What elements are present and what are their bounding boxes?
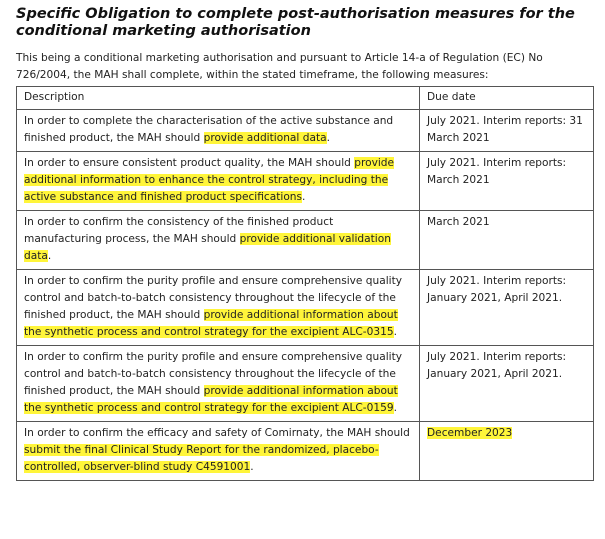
due-date-text: July 2021. Interim reports: January 2021, April 2021.	[427, 351, 567, 380]
due-date-text: July 2021. Interim reports: 31 March 2021	[427, 115, 583, 144]
description-text: In order to confirm the efficacy and safety of Comirnaty, the MAH should	[24, 427, 410, 439]
highlighted-text: provide additional information to enhance the control strategy, including the active substance and finished product specifications	[24, 157, 395, 203]
description-text: In order to confirm the purity profile and ensure comprehensive quality control and batch-to-batch consistency throughout the lifecycle of the finished product, the MAH should	[24, 351, 403, 397]
intro-paragraph	[16, 50, 593, 84]
description-text: In order to confirm the consistency of the finished product manufacturing process, the MAH should	[24, 216, 334, 245]
description-text: In order to ensure consistent product quality, the MAH should	[24, 157, 355, 169]
highlighted-text: submit the final Clinical Study Report for the randomized, placebo-controlled, observer-blind study C4591001	[24, 444, 379, 473]
table-row	[17, 270, 594, 346]
table-row	[17, 422, 594, 481]
description-tail: .	[326, 132, 330, 144]
table-row	[17, 211, 594, 270]
due-date-text: March 2021	[427, 216, 490, 228]
due-date-cell	[420, 152, 594, 211]
obligations-table	[16, 86, 594, 481]
highlighted-text: provide additional validation data	[24, 233, 391, 262]
due-date-text: July 2021. Interim reports: January 2021, April 2021.	[427, 275, 567, 304]
due-date-cell	[420, 110, 594, 152]
description-cell	[17, 270, 420, 346]
due-date-cell	[420, 422, 594, 481]
description-tail: .	[250, 461, 254, 473]
description-tail: .	[393, 326, 397, 338]
table-row	[17, 110, 594, 152]
due-date-cell	[420, 211, 594, 270]
description-tail: .	[47, 250, 52, 262]
due-date-cell	[420, 346, 594, 422]
header-due-date: Due date	[420, 87, 594, 110]
description-cell	[17, 110, 420, 152]
highlighted-text: provide additional information about the synthetic process and control strategy for the excipient ALC-0315	[24, 309, 398, 338]
description-text: In order to complete the characterisation of the active substance and finished product, the MAH should	[24, 115, 394, 144]
table-row	[17, 152, 594, 211]
due-date-text: December 2023	[427, 427, 513, 439]
highlighted-text: provide additional information about the synthetic process and control strategy for the excipient ALC-0159	[24, 385, 398, 414]
due-date-text: July 2021. Interim reports: March 2021	[427, 157, 567, 186]
description-cell	[17, 152, 420, 211]
description-cell	[17, 346, 420, 422]
intro-line-2: 726/2004, the MAH shall complete, within the stated timeframe, the following measures:	[16, 69, 489, 81]
table-row	[17, 346, 594, 422]
title-line-1: Specific Obligation to complete post-authorisation measures for the	[16, 6, 575, 22]
description-tail: .	[393, 402, 397, 414]
highlighted-text: provide additional data	[203, 132, 327, 144]
due-date-cell	[420, 270, 594, 346]
description-text: In order to confirm the purity profile and ensure comprehensive quality control and batch-to-batch consistency throughout the lifecycle of the finished product, the MAH should	[24, 275, 403, 321]
section-title	[16, 6, 593, 40]
description-cell	[17, 211, 420, 270]
title-line-2: conditional marketing authorisation	[16, 23, 311, 39]
description-cell	[17, 422, 420, 481]
header-description: Description	[17, 87, 420, 110]
description-tail: .	[302, 191, 306, 203]
table-header-row	[17, 87, 594, 110]
intro-line-1: This being a conditional marketing authorisation and pursuant to Article 14-a of Regulation (EC) No	[16, 52, 543, 64]
